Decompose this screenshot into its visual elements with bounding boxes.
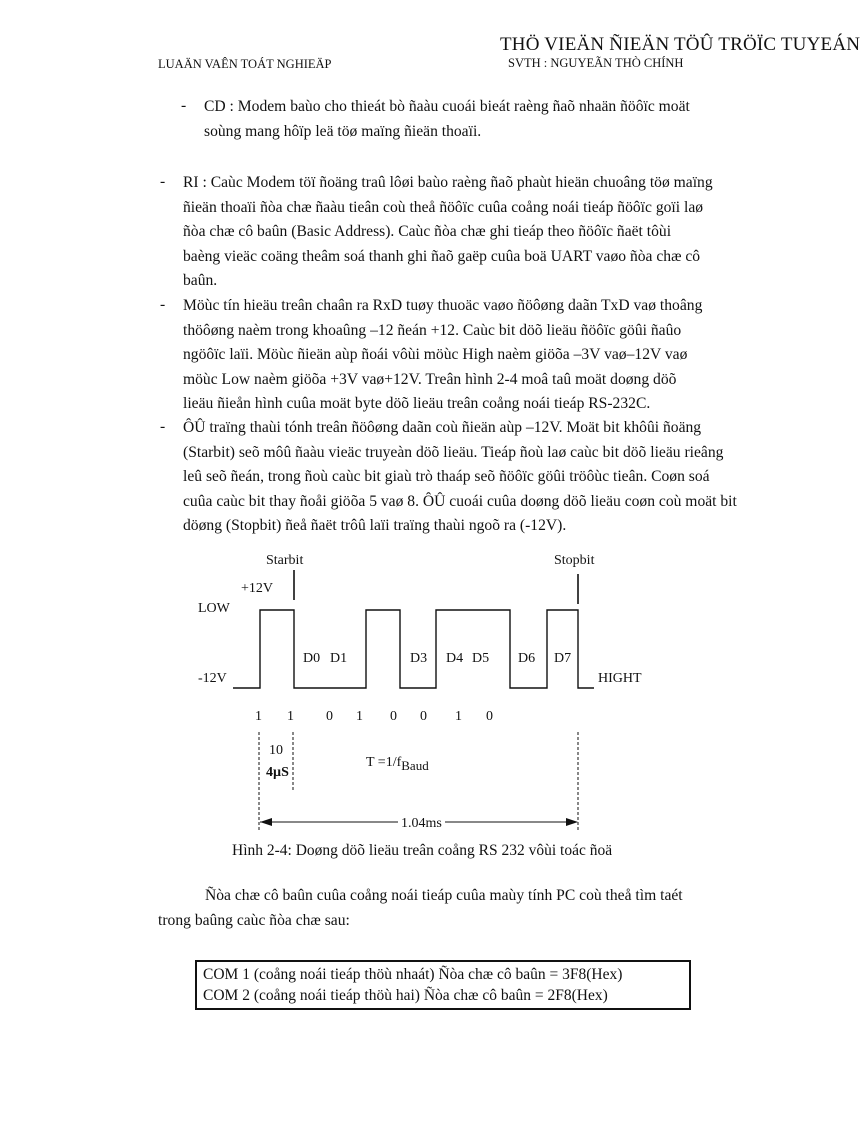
intro-line-1: Ñòa chæ cô baûn cuûa coång noái tieáp cuûa maùy tính PC coù theå tìm taét <box>205 887 683 904</box>
levels-bullet: - <box>160 296 166 313</box>
idle-line-5: döøng (Stopbit) ñeå ñaët trôû laïi traïng thaùi ngoõ ra (-12V). <box>183 517 567 534</box>
intro-paragraph <box>158 884 683 933</box>
cd-line-1: CD : Modem baùo cho thieát bò ñaàu cuoái bieát raèng ñaõ nhaän ñöôïc moät <box>204 98 690 115</box>
intro-line-2: trong baûng caùc ñòa chæ sau: <box>158 911 350 929</box>
bit-value-7: 1 <box>455 709 462 724</box>
cd-bullet: - <box>181 97 187 114</box>
bit-label-d7: D7 <box>554 651 572 666</box>
ri-bullet: - <box>160 173 166 190</box>
idle-line-1: ÔÛ traïng thaùi tónh treân ñöôøng daãn coù ñieän aùp –12V. Moät bit khôûi ñoäng <box>183 419 702 436</box>
bit-value-8: 0 <box>486 709 493 724</box>
idle-line-4: cuûa caùc bit thay ñoåi giöõa 5 vaø 8. ÔÛ cuoái cuûa doøng döõ lieäu coøn coù moät bit <box>183 492 737 510</box>
cd-line-2: soùng mang hôïp leä töø maïng ñieän thoaïi. <box>204 122 482 140</box>
plus-12v-label: +12V <box>241 581 274 596</box>
library-site-title: THÖ VIEÄN ÑIEÄN TÖÛ TRÖÏC TUYEÁN <box>500 34 860 55</box>
bit-value-3: 0 <box>326 709 333 724</box>
levels-line-4: möùc Low naèm giöõa +3V vaø+12V. Treân hình 2-4 moâ taû moät doøng döõ <box>183 370 677 388</box>
bit-label-d4: D4 <box>446 651 464 666</box>
bit-time-top: 10 <box>269 743 283 758</box>
thesis-label: LUAÄN VAÊN TOÁT NGHIEÄP <box>158 57 332 71</box>
bit-value-2: 1 <box>287 709 294 724</box>
address-table <box>195 960 691 1010</box>
idle-line-3: leû seõ ñeán, trong ñoù caùc bit giaù trò thaáp seõ ñöôïc göûi tröôùc tieân. Coøn soá <box>183 468 710 485</box>
period-formula-sub: Baud <box>401 758 429 773</box>
bit-label-d6: D6 <box>518 651 536 666</box>
bit-value-4: 1 <box>356 709 363 724</box>
bit-label-d0: D0 <box>303 651 321 666</box>
levels-line-2: thöôøng naèm trong khoaûng –12 ñeán +12. Caùc bit döõ lieäu ñöôïc göûi ñaûo <box>183 321 682 339</box>
low-label: LOW <box>198 601 230 616</box>
bit-time-bottom: 4µS <box>266 765 289 780</box>
high-label: HIGHT <box>598 671 642 686</box>
stopbit-label: Stopbit <box>554 553 595 568</box>
bit-label-d3: D3 <box>410 651 428 666</box>
ri-line-3: ñòa chæ cô baûn (Basic Address). Caùc ñòa chæ ghi tieáp theo ñöôïc ñaët tôùi <box>183 223 672 240</box>
starbit-label: Starbit <box>266 553 304 568</box>
arrowhead-left <box>260 818 272 826</box>
frame-duration-label: 1.04ms <box>401 816 442 831</box>
idle-bullet: - <box>160 418 166 435</box>
figure-caption: Hình 2-4: Doøng döõ lieäu treân coång RS 232 vôùi toác ñoä <box>232 842 613 859</box>
idle-line-2: (Starbit) seõ môû ñaàu vieäc truyeàn döõ lieäu. Tieáp ñoù laø caùc bit döõ lieäu rieâng <box>183 443 724 461</box>
bit-value-1: 1 <box>255 709 262 724</box>
ri-line-2: ñieän thoaïi ñòa chæ ñaàu tieân coù theå ñöôïc cuûa coång noái tieáp ñöôïc goïi laø <box>183 198 704 216</box>
bit-value-6: 0 <box>420 709 427 724</box>
bit-label-d5: D5 <box>472 651 490 666</box>
ri-line-1: RI : Caùc Modem töï ñoäng traû lôøi baùo raèng ñaõ phaùt hieän chuoâng töø maïng <box>183 174 713 191</box>
arrowhead-right <box>566 818 578 826</box>
ri-line-4: baèng vieäc coäng theâm soá thanh ghi ñaõ gaëp cuûa boä UART vaøo ñòa chæ cô <box>183 247 701 265</box>
period-formula-main: T =1/f <box>366 755 402 770</box>
bit-value-5: 0 <box>390 709 397 724</box>
period-formula <box>366 755 429 773</box>
signal-waveform <box>233 610 594 688</box>
levels-line-1: Möùc tín hieäu treân chaân ra RxD tuøy thuoäc vaøo ñöôøng daãn TxD vaø thoâng <box>183 297 703 314</box>
ri-line-5: baûn. <box>183 272 218 289</box>
levels-line-5: lieäu ñieån hình cuûa moät byte döõ lieäu treân coång noái tieáp RS-232C. <box>183 395 651 412</box>
address-row-com1: COM 1 (coång noái tieáp thöù nhaát) Ñòa chæ cô baûn = 3F8(Hex) <box>203 966 623 983</box>
author-label: SVTH : NGUYEÃN THÒ CHÍNH <box>508 56 684 70</box>
bit-label-d1: D1 <box>330 651 348 666</box>
minus-12v-label: -12V <box>198 671 227 686</box>
address-row-com2: COM 2 (coång noái tieáp thöù hai) Ñòa chæ cô baûn = 2F8(Hex) <box>203 987 608 1004</box>
levels-line-3: ngöôïc laïi. Möùc ñieän aùp ñoái vôùi möùc High naèm giöõa –3V vaø–12V vaø <box>183 346 688 363</box>
